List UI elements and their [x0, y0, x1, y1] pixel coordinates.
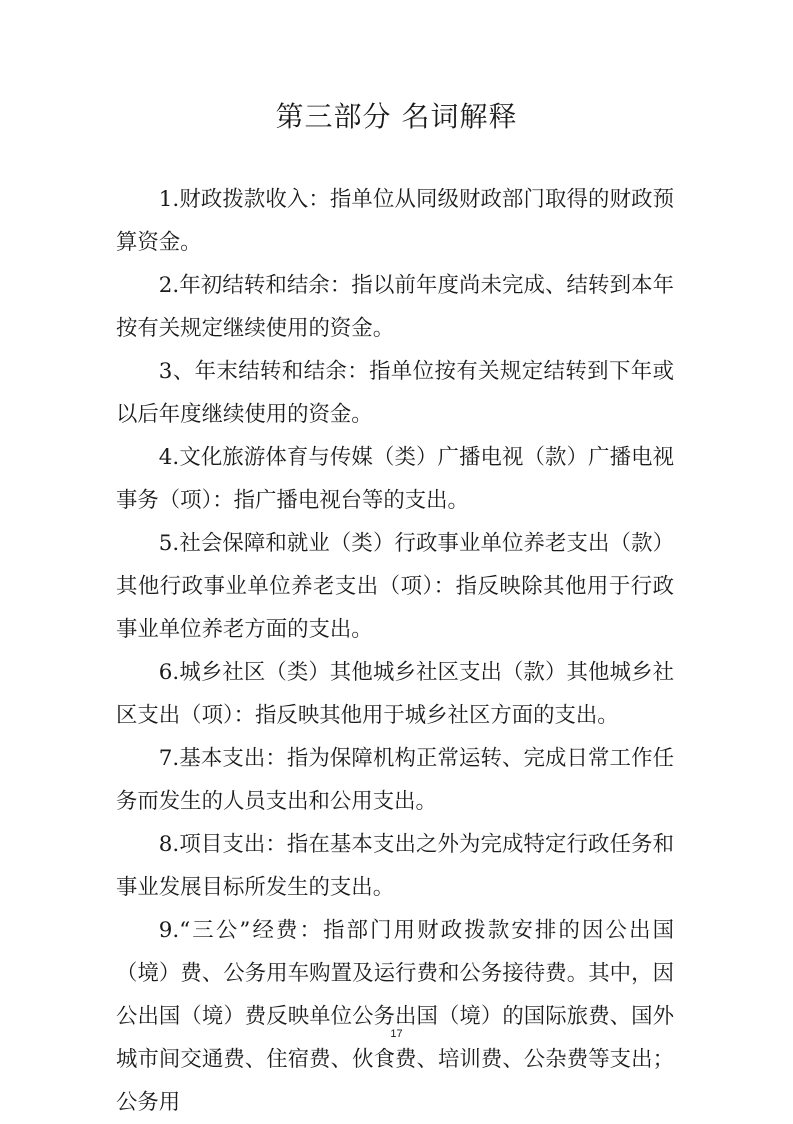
paragraph-2: 2.年初结转和结余：指以前年度尚未完成、结转到本年按有关规定继续使用的资金。 [116, 273, 674, 341]
paragraph-4: 4.文化旅游体育与传媒（类）广播电视（款）广播电视事务（项）：指广播电视台等的支出。 [116, 445, 674, 513]
paragraph-7: 7.基本支出：指为保障机构正常运转、完成日常工作任务而发生的人员支出和公用支出。 [116, 746, 674, 814]
paragraph-8: 8.项目支出：指在基本支出之外为完成特定行政任务和事业发展目标所发生的支出。 [116, 832, 674, 900]
page-title: 第三部分 名词解释 [275, 100, 518, 133]
document-body [116, 178, 674, 1124]
paragraph-6: 6.城乡社区（类）其他城乡社区支出（款）其他城乡社区支出（项）：指反映其他用于城乡社区方面的支出。 [116, 660, 674, 728]
paragraph-9: 9.“三公”经费：指部门用财政拨款安排的因公出国（境）费、公务用车购置及运行费和公务接待费。其中，因公出国（境）费反映单位公务出国（境）的国际旅费、国外城市间交通费、住宿费、伙食费、培训费、公杂费等支出；公务用 [116, 918, 674, 1115]
paragraph-5: 5.社会保障和就业（类）行政事业单位养老支出（款）其他行政事业单位养老支出（项）：指反映除其他用于行政事业单位养老方面的支出。 [116, 531, 674, 642]
page-number: 17 [390, 1028, 403, 1040]
paragraph-1: 1.财政拨款收入：指单位从同级财政部门取得的财政预算资金。 [116, 187, 674, 255]
paragraph-3: 3、年末结转和结余：指单位按有关规定结转到下年或以后年度继续使用的资金。 [116, 359, 674, 427]
